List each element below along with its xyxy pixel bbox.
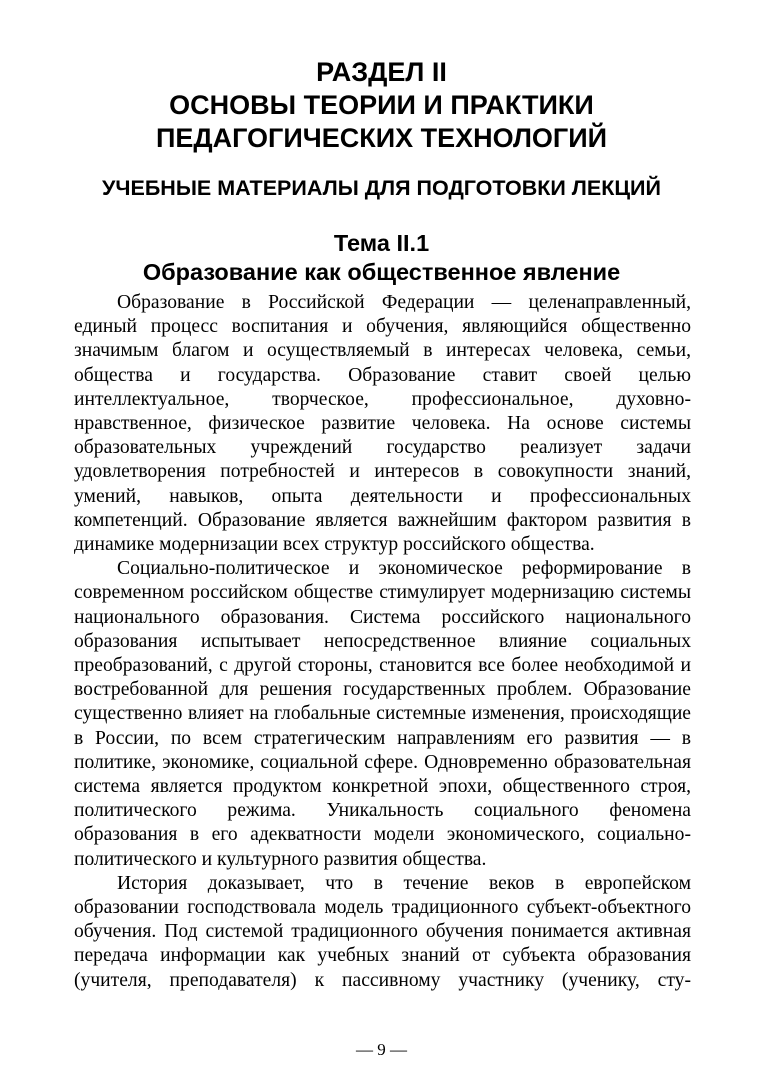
section-heading: РАЗДЕЛ II (316, 57, 447, 87)
section-title-line-1: ОСНОВЫ ТЕОРИИ И ПРАКТИКИ (169, 90, 594, 120)
section-title-line-2: ПЕДАГОГИЧЕСКИХ ТЕХНОЛОГИЙ (155, 123, 608, 153)
paragraph-1: Образование в Российской Федерации — целенаправленный, единый процесс воспитания и обучения, являющийся общественно значимым благом и осуществляемый в интересах человека, семьи, общества и государства. Образование ставит своей целью интеллектуальное, творческое, профессиональное, духовно-нравственное, физическое развитие человека. На основе системы образовательных учреждений государство реализует задачи удовлетворения потребностей и интересов в совокупности знаний, умений, навыков, опыта деятельности и профессиональных компетенций. Образование является важнейшим фактором развития в динамике модернизации всех структур российского общества. (74, 292, 691, 556)
page-number: — 9 — (356, 1040, 407, 1059)
topic-title: Образование как общественное явление (142, 259, 621, 285)
body-text (74, 291, 691, 993)
topic-number: Тема II.1 (333, 230, 430, 256)
paragraph-3: История доказывает, что в течение веков в европейском образовании господствовала модель традиционного субъект-объектного обучения. Под системой традиционного обучения понимается активная передача информации как учебных знаний от субъекта образования (учителя, преподавателя) к пассивному участнику (ученику, сту- (74, 872, 691, 991)
materials-subtitle: УЧЕБНЫЕ МАТЕРИАЛЫ ДЛЯ ПОДГОТОВКИ ЛЕКЦИЙ (102, 176, 661, 200)
paragraph-2: Социально-политическое и экономическое реформирование в современном российском обществе стимулирует модернизацию системы национального образования. Система российского национального образования испытывает непосредственное влияние социальных преобразований, с другой стороны, становится все более необходимой и востребованной для решения государственных проблем. Образование существенно влияет на глобальные системные изменения, происходящие в России, по всем стратегическим направлениям его развития — в политике, экономике, социальной сфере. Одновременно образовательная система является продуктом конкретной эпохи, общественного строя, политического режима. Уникальность социального феномена образования в его адекватности модели экономического, социально-политического и культурного развития общества. (74, 558, 691, 870)
